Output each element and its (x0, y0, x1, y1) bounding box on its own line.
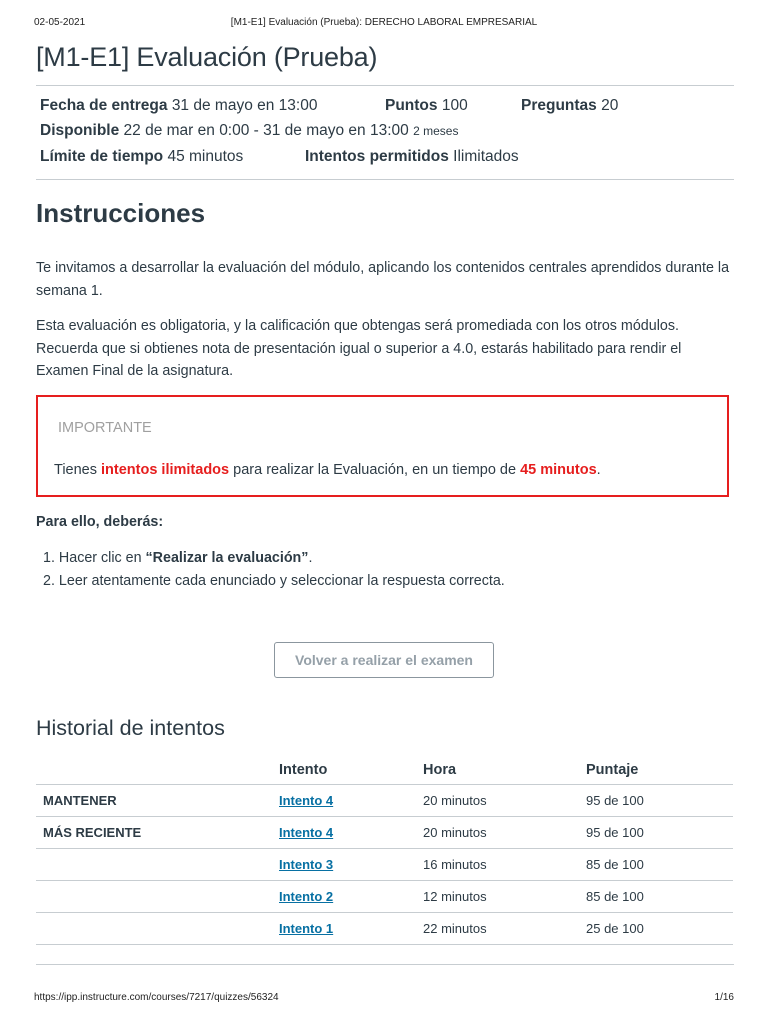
important-label: IMPORTANTE (58, 420, 152, 436)
divider (36, 85, 734, 86)
attempt-link[interactable]: Intento 4 (279, 793, 334, 808)
step-item (43, 550, 312, 566)
due-date-label: Fecha de entrega (40, 97, 168, 114)
attempt-score: 85 de 100 (586, 889, 644, 904)
questions (521, 97, 618, 115)
retake-quiz-button[interactable]: Volver a realizar el examen (274, 642, 494, 678)
attempt-status: MANTENER (43, 793, 117, 808)
instructions-paragraph: Esta evaluación es obligatoria, y la calificación que obtengas será promediada con los otros módulos. Recuerda que si obtienes nota de presentación igual o superior a 4.0, estarás habilitado para rendir el Examen Final de la asignatura. (36, 318, 682, 379)
important-text-pre: Tienes (54, 462, 102, 478)
attempt-time: 16 minutos (423, 857, 487, 872)
important-notice (36, 395, 729, 497)
print-date: 02-05-2021 (34, 17, 86, 28)
due-date-value: 31 de mayo en 13:00 (171, 97, 318, 114)
column-header-score: Puntaje (586, 762, 639, 778)
step-text: Leer atentamente cada enunciado y seleccionar la respuesta correcta. (58, 573, 505, 589)
availability-value: 22 de mar en 0:00 - 31 de mayo en 13:00 (123, 122, 409, 139)
table-row (36, 881, 733, 913)
attempt-time: 20 minutos (423, 793, 487, 808)
instructions-paragraph: Te invitamos a desarrollar la evaluación del módulo, aplicando los contenidos centrales aprendidos durante la semana 1. (36, 260, 730, 299)
step-item (43, 573, 505, 589)
allowed-attempts (305, 148, 519, 166)
attempt-history-heading: Historial de intentos (36, 716, 225, 740)
attempt-link[interactable]: Intento 4 (279, 825, 334, 840)
questions-label: Preguntas (521, 97, 597, 114)
allowed-attempts-label: Intentos permitidos (305, 148, 449, 165)
attempt-link[interactable]: Intento 3 (279, 857, 334, 872)
print-document-title: [M1-E1] Evaluación (Prueba): DERECHO LABORAL EMPRESARIAL (230, 17, 538, 28)
instructions-heading: Instrucciones (36, 198, 206, 228)
time-limit-label: Límite de tiempo (40, 148, 164, 165)
availability (40, 122, 458, 140)
availability-label: Disponible (40, 122, 120, 139)
column-header-attempt: Intento (279, 762, 328, 778)
divider (36, 964, 734, 965)
attempt-link[interactable]: Intento 1 (279, 921, 334, 936)
attempt-time: 12 minutos (423, 889, 487, 904)
points-label: Puntos (385, 97, 438, 114)
divider (36, 179, 734, 180)
availability-duration: 2 meses (413, 124, 459, 138)
attempt-link[interactable]: Intento 2 (279, 889, 334, 904)
points-value: 100 (441, 97, 468, 114)
time-limit (40, 148, 243, 166)
important-text (54, 462, 601, 478)
attempt-status: MÁS RECIENTE (43, 825, 142, 840)
time-limit-value: 45 minutos (167, 148, 244, 165)
points (385, 97, 468, 115)
column-header-time: Hora (423, 762, 457, 778)
table-row (36, 817, 733, 849)
quiz-title: [M1-E1] Evaluación (Prueba) (36, 42, 378, 72)
table-row (36, 849, 733, 881)
attempt-time: 20 minutos (423, 825, 487, 840)
attempt-score: 85 de 100 (586, 857, 644, 872)
steps-intro: Para ello, deberás: (36, 514, 164, 530)
attempt-score: 95 de 100 (586, 793, 644, 808)
step-text-pre: Hacer clic en (58, 550, 146, 566)
table-row (36, 913, 733, 945)
attempt-score: 25 de 100 (586, 921, 644, 936)
unlimited-attempts-highlight: intentos ilimitados (101, 462, 230, 478)
time-limit-highlight: 45 minutos (520, 462, 597, 478)
questions-value: 20 (601, 97, 619, 114)
table-row (36, 785, 733, 817)
step-number: 1. (43, 550, 55, 566)
print-url: https://ipp.instructure.com/courses/7217/quizzes/56324 (34, 992, 279, 1003)
allowed-attempts-value: Ilimitados (453, 148, 519, 165)
print-page-number: 1/16 (714, 992, 734, 1003)
row-divider (36, 944, 733, 945)
important-text-post: . (596, 462, 601, 478)
due-date (40, 97, 317, 115)
attempt-score: 95 de 100 (586, 825, 644, 840)
step-text-post: . (308, 550, 313, 566)
attempt-time: 22 minutos (423, 921, 487, 936)
step-number: 2. (43, 573, 55, 589)
step-text-bold: “Realizar la evaluación” (145, 550, 309, 566)
important-text-mid: para realizar la Evaluación, en un tiempo de (229, 462, 521, 478)
